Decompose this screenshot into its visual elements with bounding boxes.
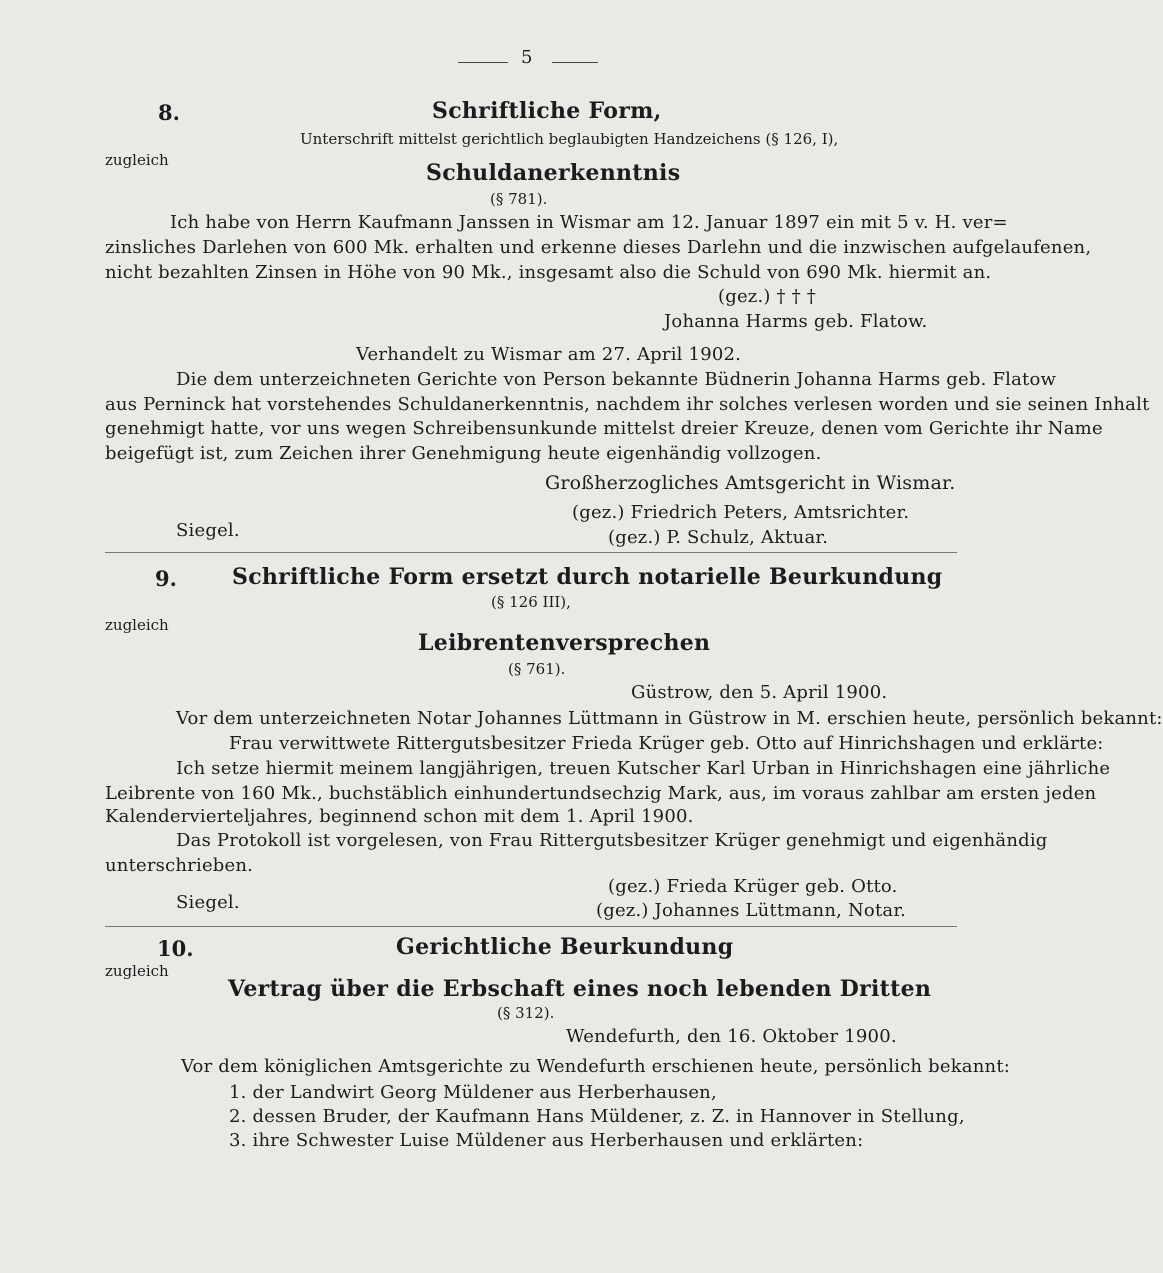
section-divider-9-10 (105, 926, 957, 927)
section-8-protocol-line-2: aus Perninck hat vorstehendes Schuldanerkenntnis, nachdem ihr solches verlesen worden und sie seinen Inhalt (105, 394, 1150, 415)
section-8-protocol-line-4: beigefügt ist, zum Zeichen ihrer Genehmigung heute eigenhändig vollzogen. (105, 443, 822, 464)
section-8-text-line-1: Ich habe von Herrn Kaufmann Janssen in Wismar am 12. Januar 1897 ein mit 5 v. H. ver= (170, 212, 1008, 233)
section-9-text-line-2: Frau verwittwete Rittergutsbesitzer Frieda Krüger geb. Otto auf Hinrichshagen und erklärte: (229, 733, 1104, 754)
section-9-text-line-4: Leibrente von 160 Mk., buchstäblich einhundertundsechzig Mark, aus, im voraus zahlbar am ersten jeden (105, 783, 1097, 804)
section-9-place-date: Güstrow, den 5. April 1900. (631, 682, 888, 703)
page-number-rule-right (552, 62, 598, 63)
section-8-court: Großherzogliches Amtsgericht in Wismar. (545, 472, 956, 494)
section-9-text-line-3: Ich setze hiermit meinem langjährigen, treuen Kutscher Karl Urban in Hinrichshagen eine jährliche (176, 758, 1111, 779)
section-8-text-line-2: zinsliches Darlehen von 600 Mk. erhalten und erkenne dieses Darlehn und die inzwischen aufgelaufenen, (105, 237, 1092, 258)
section-9-title: Schriftliche Form ersetzt durch notarielle Beurkundung (232, 564, 943, 590)
section-9-seal: Siegel. (176, 892, 240, 913)
section-8-crosses: (gez.) † † † (718, 286, 816, 307)
section-9-text-line-5: Kalendervierteljahres, beginnend schon mit dem 1. April 1900. (105, 806, 694, 827)
section-8-zugleich: zugleich (105, 151, 169, 169)
section-10-ref: (§ 312). (497, 1004, 555, 1022)
section-9-signature-kruger: (gez.) Frieda Krüger geb. Otto. (608, 876, 898, 897)
section-10-zugleich: zugleich (105, 962, 169, 980)
section-divider-8-9 (105, 552, 957, 553)
section-9-protocol-line-1: Das Protokoll ist vorgelesen, von Frau Rittergutsbesitzer Krüger genehmigt und eigenhändig (176, 830, 1048, 851)
section-10-item-1: 1. der Landwirt Georg Müldener aus Herberhausen, (229, 1082, 717, 1103)
section-8-signer: Johanna Harms geb. Flatow. (664, 311, 928, 332)
section-9-ref1: (§ 126 III), (491, 593, 571, 611)
section-8-title2: Schuldanerkenntnis (426, 160, 681, 186)
section-8-protocol-line-1: Die dem unterzeichneten Gerichte von Person bekannte Büdnerin Johanna Harms geb. Flatow (176, 369, 1057, 390)
section-8-signature-clerk: (gez.) P. Schulz, Aktuar. (608, 527, 829, 548)
section-9-text-line-1: Vor dem unterzeichneten Notar Johannes Lüttmann in Güstrow in M. erschien heute, persönlich bekannt: (176, 708, 1163, 729)
page-number: 5 (521, 47, 533, 68)
section-8-verhandelt: Verhandelt zu Wismar am 27. April 1902. (356, 344, 742, 365)
section-8-signature-judge: (gez.) Friedrich Peters, Amtsrichter. (572, 502, 910, 523)
section-10-intro: Vor dem königlichen Amtsgerichte zu Wendefurth erschienen heute, persönlich bekannt: (181, 1056, 1011, 1077)
section-10-title2: Vertrag über die Erbschaft eines noch lebenden Dritten (228, 976, 932, 1002)
section-8-subtitle: Unterschrift mittelst gerichtlich beglaubigten Handzeichens (§ 126, I), (300, 130, 839, 148)
section-8-seal: Siegel. (176, 520, 240, 541)
section-9-zugleich: zugleich (105, 616, 169, 634)
section-10-item-2: 2. dessen Bruder, der Kaufmann Hans Müldener, z. Z. in Hannover in Stellung, (229, 1106, 965, 1127)
section-8-protocol-line-3: genehmigt hatte, vor uns wegen Schreibensunkunde mittelst dreier Kreuze, denen vom Gerichte ihr Name (105, 418, 1103, 439)
section-8-title: Schriftliche Form, (432, 98, 662, 124)
section-10-place-date: Wendefurth, den 16. Oktober 1900. (566, 1026, 897, 1047)
section-8-ref: (§ 781). (490, 190, 548, 208)
section-9-protocol-line-2: unterschrieben. (105, 855, 254, 876)
section-9-ref2: (§ 761). (508, 660, 566, 678)
page-number-rule-left (458, 62, 508, 63)
section-8-text-line-3: nicht bezahlten Zinsen in Höhe von 90 Mk., insgesamt also die Schuld von 690 Mk. hiermit an. (105, 262, 992, 283)
section-10-title: Gerichtliche Beurkundung (396, 934, 734, 960)
section-9-signature-notary: (gez.) Johannes Lüttmann, Notar. (596, 900, 907, 921)
section-9-number: 9. (155, 566, 177, 591)
section-10-number: 10. (157, 936, 194, 961)
section-10-item-3: 3. ihre Schwester Luise Müldener aus Herberhausen und erklärten: (229, 1130, 864, 1151)
section-8-number: 8. (158, 100, 180, 125)
section-9-title2: Leibrentenversprechen (418, 630, 711, 656)
